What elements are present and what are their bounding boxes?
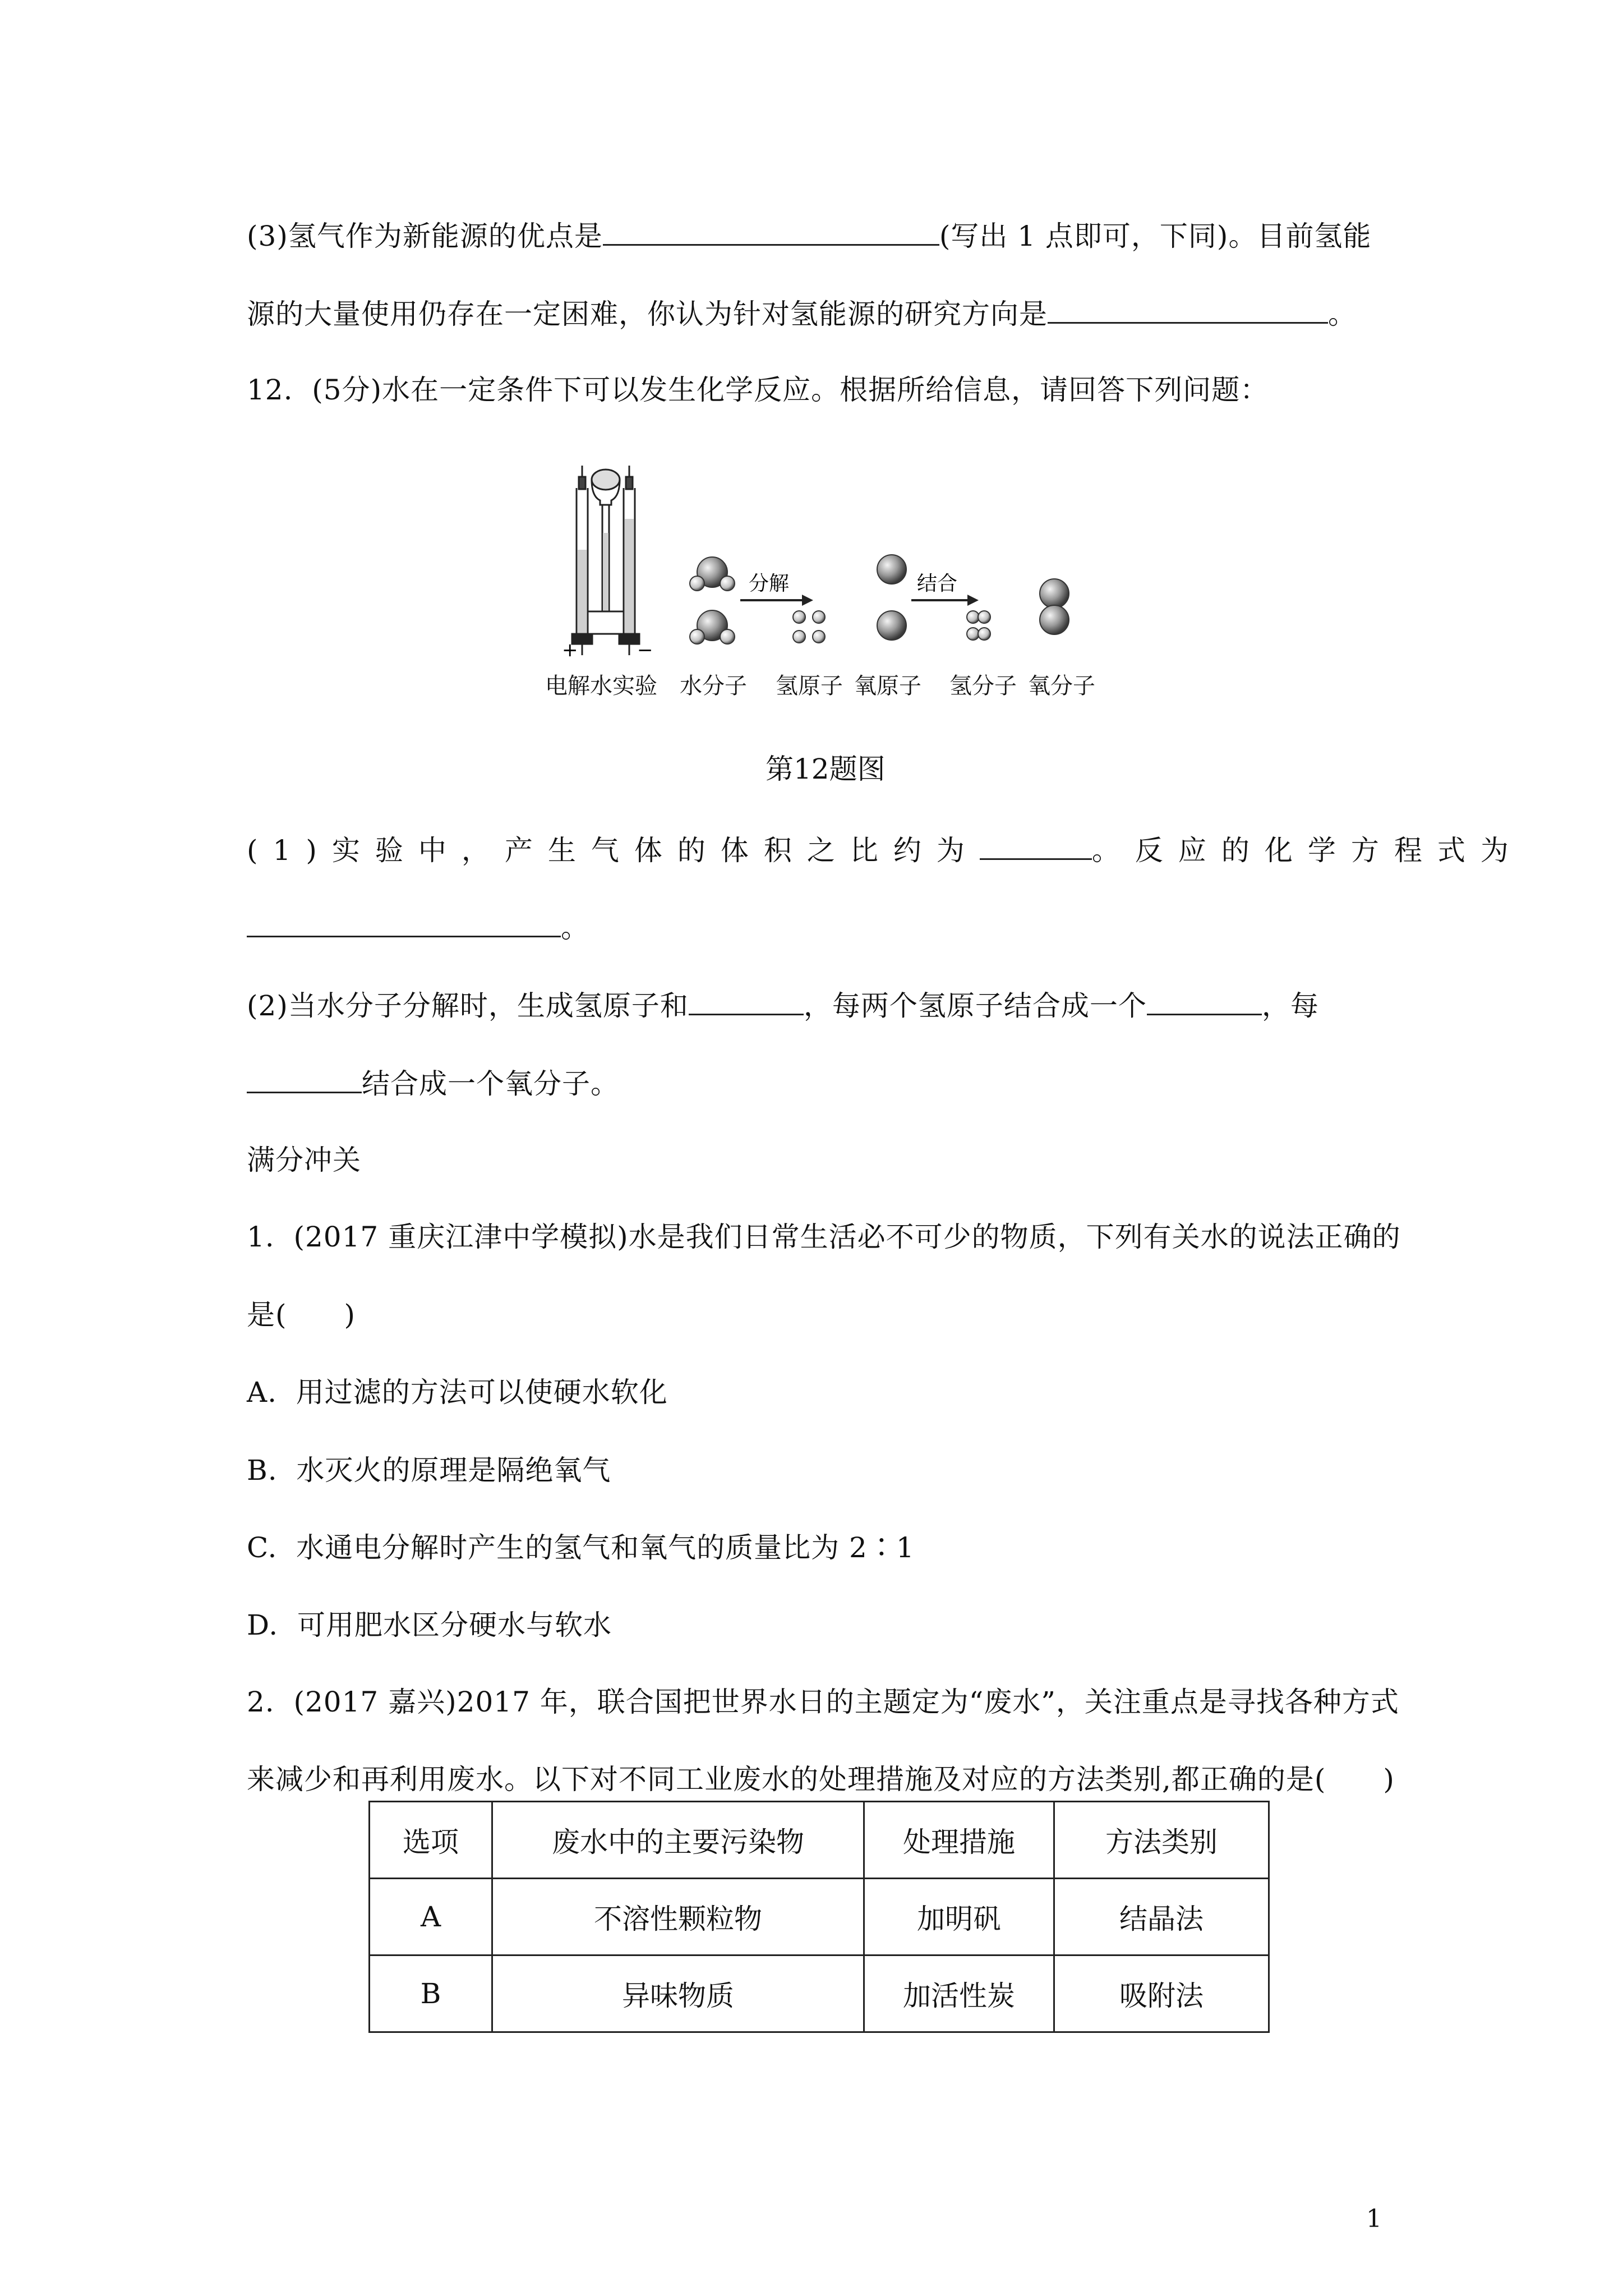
table-header-cell: 废水中的主要污染物 xyxy=(492,1802,864,1879)
figure-caption: 第12题图 xyxy=(766,753,886,785)
q12-part2-line1 xyxy=(247,984,1319,1025)
section-title: 满分冲关 xyxy=(247,1144,361,1176)
arrow-label-decompose: 分解 xyxy=(749,572,790,595)
plus-sign: + xyxy=(562,639,578,656)
q12-part1-line2 xyxy=(247,907,589,947)
answer-blank[interactable] xyxy=(247,907,561,937)
q11-part3-text-a: (3)氢气作为新能源的优点是 xyxy=(247,220,603,252)
table-cell: A xyxy=(370,1879,492,1955)
hydrogen-atom-icon xyxy=(793,611,825,643)
treatment-table xyxy=(368,1801,1270,2033)
table-row xyxy=(370,1955,1269,2032)
q12-part1-text-b: 。反应的化学方程式为 xyxy=(1091,834,1524,867)
table-cell: B xyxy=(370,1955,492,2032)
table-cell: 吸附法 xyxy=(1054,1955,1269,2032)
table-cell: 不溶性颗粒物 xyxy=(492,1879,864,1955)
answer-blank[interactable] xyxy=(1147,984,1262,1015)
mc1-stem-line1: 1. (2017 重庆江津中学模拟)水是我们日常生活必不可少的物质，下列有关水的说法正确的 xyxy=(247,1221,1401,1253)
q11-part3-text-c: 源的大量使用仍存在一定困难，你认为针对氢能源的研究方向是 xyxy=(247,298,1048,330)
q12-part1-text-c: 。 xyxy=(561,912,589,944)
oxygen-atom-icon xyxy=(877,555,906,640)
arrow-right-icon xyxy=(740,595,813,606)
oxygen-molecule-icon xyxy=(1040,579,1069,634)
mc1-option-b[interactable]: B. 水灭火的原理是隔绝氧气 xyxy=(247,1454,611,1487)
q12-part2-text-c: ，每 xyxy=(1261,990,1319,1022)
label-oxygen-molecule: 氧分子 xyxy=(1028,673,1095,699)
table-cell: 加活性炭 xyxy=(864,1955,1054,2032)
arrow-right-icon xyxy=(911,595,979,606)
table-cell: 异味物质 xyxy=(492,1955,864,2032)
answer-blank[interactable] xyxy=(689,984,804,1015)
table-header-cell: 处理措施 xyxy=(864,1802,1054,1879)
label-electrolysis: 电解水实验 xyxy=(545,673,657,699)
q11-part3-line2 xyxy=(247,293,1357,334)
q12-figure xyxy=(538,466,1110,656)
mc1-option-a[interactable]: A. 用过滤的方法可以使硬水软化 xyxy=(247,1376,668,1409)
q11-part3-text-d: 。 xyxy=(1328,298,1357,330)
q11-part3-line1 xyxy=(247,215,1371,256)
mc1-option-d[interactable]: D. 可用肥水区分硬水与软水 xyxy=(247,1609,612,1641)
arrow-label-combine: 结合 xyxy=(917,572,958,595)
table-header-row xyxy=(370,1802,1269,1879)
hydrogen-molecule-icon xyxy=(967,611,990,640)
minus-sign: − xyxy=(637,639,653,656)
table-header-cell: 方法类别 xyxy=(1054,1802,1269,1879)
mc1-option-c[interactable]: C. 水通电分解时产生的氢气和氧气的质量比为 2∶1 xyxy=(247,1531,915,1564)
q12-part2-text-b: ，每两个氢原子结合成一个 xyxy=(803,990,1147,1022)
answer-blank[interactable] xyxy=(980,829,1092,860)
table-row xyxy=(370,1879,1269,1955)
table-header-cell: 选项 xyxy=(370,1802,492,1879)
q12-part1-text-a: (1)实验中，产生气体的体积之比约为 xyxy=(247,834,980,867)
q12-part2-text-a: (2)当水分子分解时，生成氢原子和 xyxy=(247,990,689,1022)
electrolysis-apparatus xyxy=(572,466,639,655)
table-cell: 结晶法 xyxy=(1054,1879,1269,1955)
answer-blank[interactable] xyxy=(247,1062,362,1093)
label-oxygen-atom: 氧原子 xyxy=(854,673,921,699)
answer-blank[interactable] xyxy=(603,215,939,246)
q12-part1-line1 xyxy=(247,829,1524,870)
mc1-stem-line2: 是( ) xyxy=(247,1299,356,1331)
q11-part3-text-b: (写出 1 点即可，下同)。目前氢能 xyxy=(939,220,1372,252)
mc2-stem-line1: 2. (2017 嘉兴)2017 年，联合国把世界水日的主题定为“废水”，关注重点是寻找各种方式 xyxy=(247,1686,1399,1718)
water-molecule-icon xyxy=(690,557,735,644)
answer-blank[interactable] xyxy=(1048,293,1328,324)
q12-stem: 12. (5分)水在一定条件下可以发生化学反应。根据所给信息，请回答下列问题： xyxy=(247,374,1269,406)
label-hydrogen-molecule: 氢分子 xyxy=(949,673,1017,699)
q12-part2-text-d: 结合成一个氧分子。 xyxy=(362,1068,619,1100)
mc2-stem-line2: 来减少和再利用废水。以下对不同工业废水的处理措施及对应的方法类别,都正确的是( ) xyxy=(247,1763,1395,1796)
table-cell: 加明矾 xyxy=(864,1879,1054,1955)
label-water-molecule: 水分子 xyxy=(680,673,747,699)
label-hydrogen-atom: 氢原子 xyxy=(776,673,843,699)
page-number: 1 xyxy=(1366,2205,1382,2233)
q12-part2-line2 xyxy=(247,1062,619,1103)
